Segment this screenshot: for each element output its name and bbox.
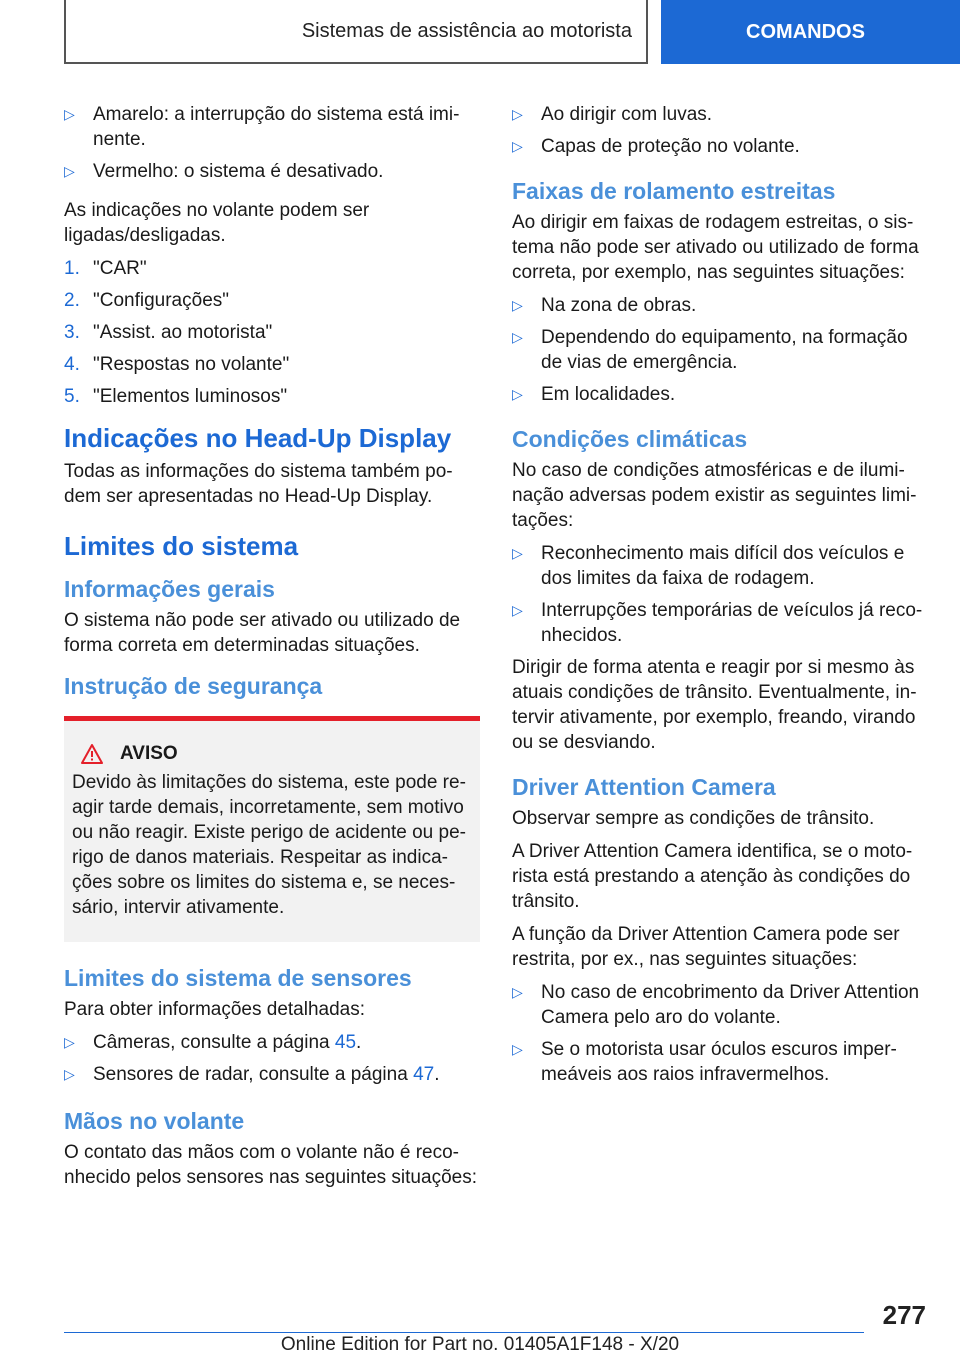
heading-faixas: Faixas de rolamento estreitas bbox=[512, 178, 836, 204]
warning-box bbox=[64, 716, 480, 942]
triangle-bullet-icon: ▷ bbox=[512, 138, 523, 154]
step-item: 1. "CAR" bbox=[64, 258, 147, 279]
heading-limites: Limites do sistema bbox=[64, 531, 299, 561]
page-number: 277 bbox=[882, 1300, 926, 1330]
footer-edition: Online Edition for Part no. 01405A1F148 - X/20 bbox=[280, 1334, 680, 1355]
triangle-bullet-icon: ▷ bbox=[512, 106, 523, 122]
triangle-bullet-icon: ▷ bbox=[512, 602, 523, 618]
paragraph: Ao dirigir em faixas de rodagem estreitas, o sistema não pode ser ativado ou utilizado de forma correta, por exemplo, nas seguintes situações: bbox=[512, 212, 919, 283]
list-item: ▷ Vermelho: o sistema é desativado. bbox=[64, 161, 384, 182]
header-tab-label: COMANDOS bbox=[746, 20, 865, 43]
paragraph: As indicações no volante podem ser ligadas/desligadas. bbox=[64, 200, 370, 246]
heading-clima: Condições climáticas bbox=[512, 426, 748, 452]
list-item: ▷ Se o motorista usar óculos escuros impermeáveis aos raios infravermelhos. bbox=[512, 1039, 897, 1085]
list-item: ▷ Câmeras, consulte a página 45. bbox=[64, 1032, 362, 1053]
paragraph: Observar sempre as condições de trânsito. bbox=[512, 808, 875, 829]
triangle-bullet-icon: ▷ bbox=[512, 386, 523, 402]
footer-divider bbox=[64, 1332, 864, 1333]
triangle-bullet-icon: ▷ bbox=[512, 1041, 523, 1057]
header-section-title: Sistemas de assistência ao motorista bbox=[301, 19, 632, 42]
triangle-bullet-icon: ▷ bbox=[64, 1066, 75, 1082]
paragraph: No caso de condições atmosféricas e de iluminação adversas podem existir as seguintes limitações: bbox=[512, 460, 917, 531]
paragraph: O sistema não pode ser ativado ou utilizado de forma correta em determinadas situações. bbox=[64, 610, 461, 656]
triangle-bullet-icon: ▷ bbox=[64, 106, 75, 122]
page-link[interactable]: 47 bbox=[413, 1064, 435, 1085]
heading-sensores: Limites do sistema de sensores bbox=[64, 965, 412, 991]
step-item: 3. "Assist. ao motorista" bbox=[64, 322, 273, 343]
list-item: ▷ Sensores de radar, consulte a página 47. bbox=[64, 1064, 440, 1085]
list-item: ▷ Capas de proteção no volante. bbox=[512, 136, 800, 157]
list-item: ▷ Em localidades. bbox=[512, 384, 676, 405]
list-item: ▷ Amarelo: a interrupção do sistema está iminente. bbox=[64, 104, 460, 150]
warning-triangle-icon bbox=[80, 743, 104, 765]
list-item: ▷ Ao dirigir com luvas. bbox=[512, 104, 713, 125]
left-column bbox=[64, 102, 480, 1198]
triangle-bullet-icon: ▷ bbox=[64, 1034, 75, 1050]
warning-title: AVISO bbox=[72, 741, 472, 766]
paragraph: Para obter informações detalhadas: bbox=[64, 999, 366, 1020]
list-item: ▷ Reconhecimento mais difícil dos veículos e dos limites da faixa de rodagem. bbox=[512, 543, 905, 589]
triangle-bullet-icon: ▷ bbox=[512, 545, 523, 561]
header-tab-comandos[interactable] bbox=[661, 0, 960, 64]
warning-text: Devido às limitações do sistema, este pode reagir tarde demais, incorretamente, sem motivo ou não reagir. Existe perigo de acidente ou perigo de danos materiais. Respeitar as indicações sobre os limites do sistema e, se necessário, intervir ativamente. bbox=[72, 772, 466, 918]
paragraph: O contato das mãos com o volante não é reconhecido pelos sensores nas seguintes situações: bbox=[64, 1142, 477, 1188]
list-item: ▷ Interrupções temporárias de veículos já reconhecidos. bbox=[512, 600, 923, 646]
list-item: ▷ Na zona de obras. bbox=[512, 295, 697, 316]
triangle-bullet-icon: ▷ bbox=[512, 297, 523, 313]
paragraph: A Driver Attention Camera identifica, se o motorista está prestando a atenção às condições do trânsito. bbox=[512, 841, 913, 912]
paragraph: Todas as informações do sistema também podem ser apresentadas no Head-Up Display. bbox=[64, 461, 453, 507]
page-link[interactable]: 45 bbox=[334, 1032, 357, 1053]
step-item: 2. "Configurações" bbox=[64, 290, 230, 311]
paragraph: A função da Driver Attention Camera pode ser restrita, por ex., nas seguintes situações: bbox=[512, 924, 900, 970]
heading-seguranca: Instrução de segurança bbox=[64, 673, 323, 699]
header-section bbox=[64, 0, 648, 64]
right-column bbox=[512, 102, 928, 1094]
paragraph: Dirigir de forma atenta e reagir por si mesmo às atuais condições de trânsito. Eventualmente, intervir ativamente, por exemplo, freando, virando ou se desviando. bbox=[512, 657, 917, 753]
step-item: 5. "Elementos luminosos" bbox=[64, 386, 288, 407]
step-item: 4. "Respostas no volante" bbox=[64, 354, 290, 375]
heading-info-gerais: Informações gerais bbox=[64, 576, 275, 602]
heading-camera: Driver Attention Camera bbox=[512, 774, 776, 800]
heading-maos: Mãos no volante bbox=[64, 1108, 245, 1134]
list-item: ▷ No caso de encobrimento da Driver Attention Camera pelo aro do volante. bbox=[512, 982, 920, 1028]
list-item: ▷ Dependendo do equipamento, na formação de vias de emergência. bbox=[512, 327, 908, 373]
triangle-bullet-icon: ▷ bbox=[512, 984, 523, 1000]
triangle-bullet-icon: ▷ bbox=[64, 163, 75, 179]
heading-hud: Indicações no Head-Up Display bbox=[64, 423, 452, 453]
triangle-bullet-icon: ▷ bbox=[512, 329, 523, 345]
